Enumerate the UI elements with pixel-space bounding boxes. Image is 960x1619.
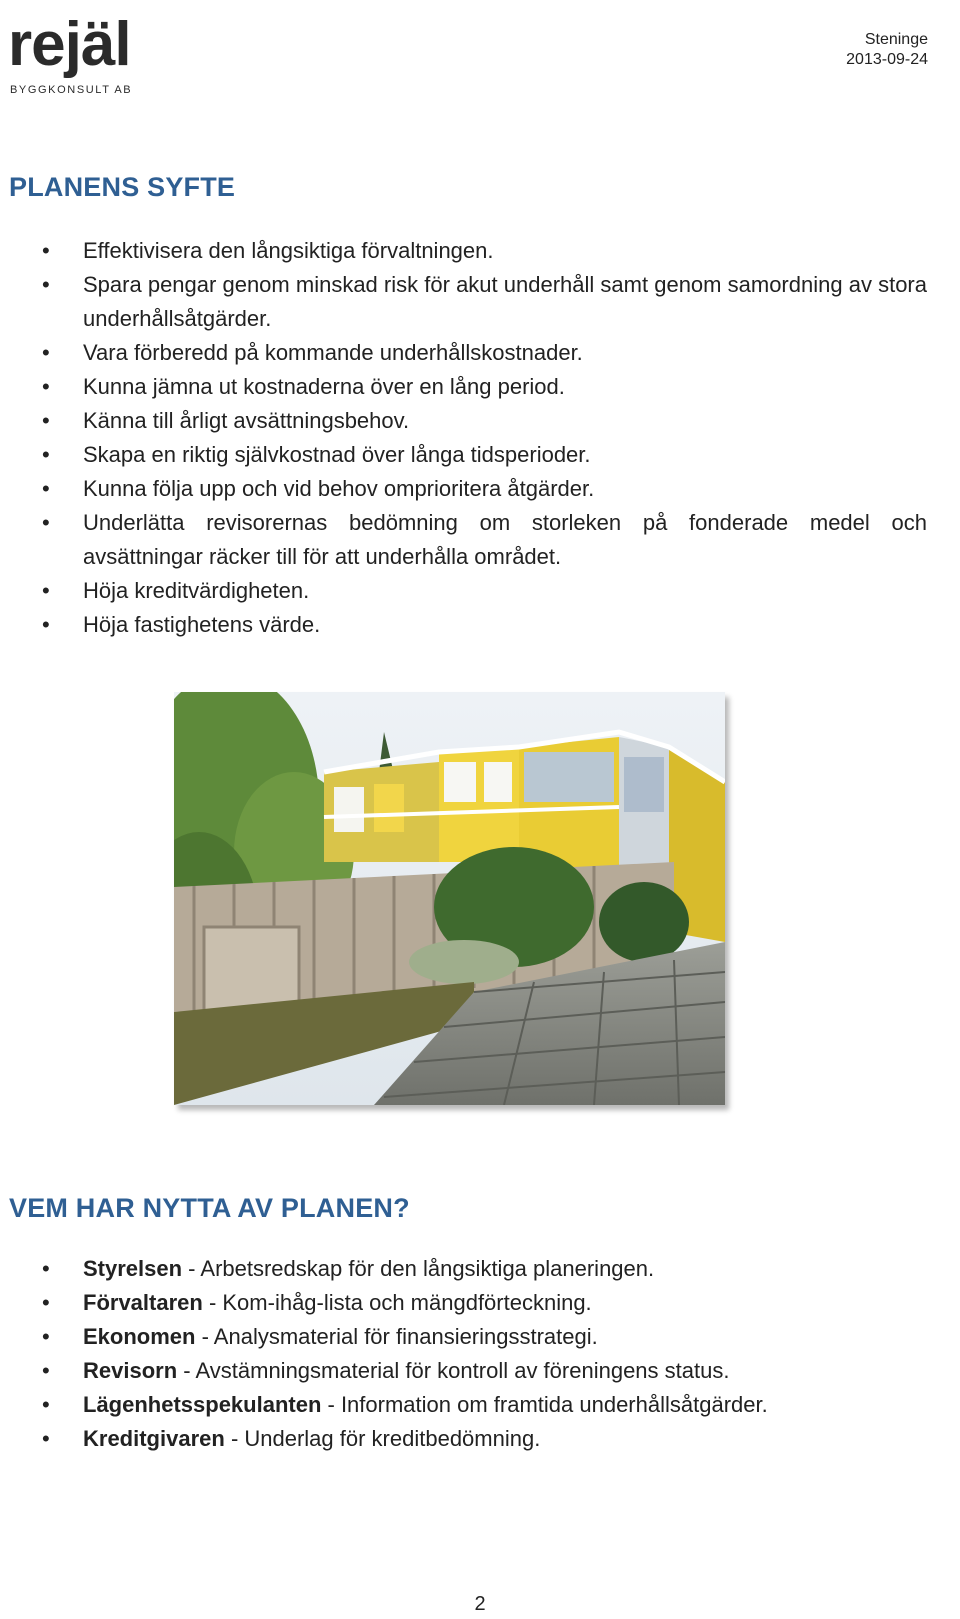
- list-item: [0, 1286, 960, 1320]
- list-item: • Skapa en riktig självkostnad över långa tidsperioder.: [0, 438, 960, 472]
- item-term: Kreditgivaren: [83, 1426, 225, 1451]
- logo-subtext: BYGGKONSULT AB: [10, 84, 133, 96]
- list-item: • Effektivisera den långsiktiga förvaltningen.: [0, 234, 960, 268]
- list-item: • Underlätta revisorernas bedömning om storleken på fonderade medel och avsättningar räcker till för att underhålla området.: [0, 506, 960, 574]
- list-item: [0, 1422, 960, 1456]
- document-header-info: [846, 30, 928, 70]
- item-term: Lägenhetsspekulanten: [83, 1392, 322, 1417]
- list-item: [0, 1354, 960, 1388]
- list-item: • Känna till årligt avsättningsbehov.: [0, 404, 960, 438]
- purpose-list: [0, 234, 960, 642]
- list-item: • Höja kreditvärdigheten.: [0, 574, 960, 608]
- company-logo: [8, 10, 148, 98]
- item-description: - Arbetsredskap för den långsiktiga planeringen.: [182, 1256, 655, 1281]
- list-item: [0, 1320, 960, 1354]
- item-term: Styrelsen: [83, 1256, 183, 1281]
- item-description: - Underlag för kreditbedömning.: [224, 1426, 541, 1451]
- list-item: • Spara pengar genom minskad risk för akut underhåll samt genom samordning av stora underhållsåtgärder.: [0, 268, 960, 336]
- item-description: - Avstämningsmaterial för kontroll av föreningens status.: [177, 1358, 730, 1383]
- list-item: • Kunna följa upp och vid behov omprioritera åtgärder.: [0, 472, 960, 506]
- logo-wordmark: rejäl: [8, 10, 131, 79]
- header-date: 2013-09-24: [846, 51, 928, 68]
- list-item: [0, 1252, 960, 1286]
- building-photo: [174, 692, 725, 1105]
- page-number: 2: [474, 1593, 486, 1615]
- item-term: Revisorn: [83, 1358, 178, 1383]
- item-description: - Analysmaterial för finansieringsstrategi.: [195, 1324, 598, 1349]
- header-location: Steninge: [864, 31, 928, 48]
- item-term: Ekonomen: [83, 1324, 196, 1349]
- stakeholder-list: [0, 1252, 960, 1456]
- section-heading-syfte: PLANENS SYFTE: [9, 172, 236, 202]
- item-description: - Kom-ihåg-lista och mängdförteckning.: [202, 1290, 592, 1315]
- list-item: • Kunna jämna ut kostnaderna över en lång period.: [0, 370, 960, 404]
- item-description: - Information om framtida underhållsåtgärder.: [321, 1392, 768, 1417]
- item-term: Förvaltaren: [83, 1290, 203, 1315]
- list-item: • Höja fastighetens värde.: [0, 608, 960, 642]
- list-item: [0, 1388, 960, 1422]
- section-heading-nytta: VEM HAR NYTTA AV PLANEN?: [9, 1193, 410, 1223]
- list-item: • Vara förberedd på kommande underhållskostnader.: [0, 336, 960, 370]
